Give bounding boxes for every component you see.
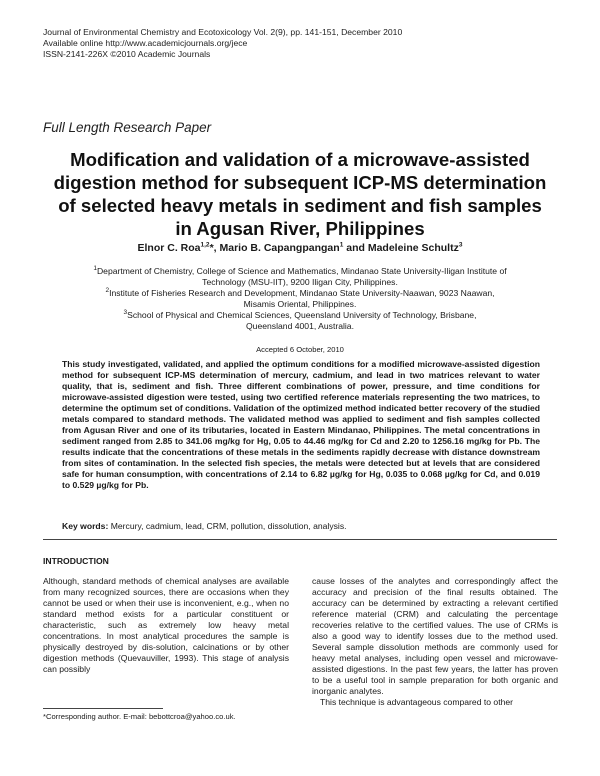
affiliation	[60, 266, 540, 288]
author-name: Madeleine Schultz	[367, 242, 459, 254]
keywords-text: Mercury, cadmium, lead, CRM, pollution, dissolution, analysis.	[110, 521, 347, 531]
abstract: This study investigated, validated, and applied the optimum conditions for a modified microwave-assisted digestion method for subsequent ICP-MS determination of mercury, cadmium, and lead in two matrices relevant to water quality, that is, sediment and fish. Three different combinations of power, pressure, and time conditions for microwave-assisted digestion were tested, using two certified reference materials representing the two matrices, to determine the optimum set of conditions. Validation of the optimized method indicated better recovery of the studied metals compared to standard methods. The validated method was applied to sediment and fish samples collected from Agusan River and one of its tributaries, located in Eastern Mindanao, Philippines. The metal concentrations in sediment ranged from 2.85 to 341.06 mg/kg for Hg, 0.05 to 44.46 mg/kg for Cd and 2.20 to 1256.16 mg/kg for Pb. The results indicate that the concentrations of these metals in the sediments rapidly decrease with distance downstream from sites of contamination. In the selected fish species, the metals were detected but at levels that are considered safe for human consumption, with concentrations of 2.14 to 6.82 µg/kg for Hg, 0.035 to 0.068 µg/kg for Cd, and 0.019 to 0.529 µg/kg for Pb.	[62, 359, 540, 490]
title-line: Modification and validation of a microwave-assisted	[70, 149, 530, 170]
corresponding-author-footnote: *Corresponding author. E-mail: bebottcroa@yahoo.co.uk.	[43, 712, 236, 721]
body-paragraph: cause losses of the analytes and correspondingly affect the accuracy and precision of the final results obtained. The accuracy can be determined by extracting a relevant certified reference material (CRM) and calculating the percentage recoveries relative to the certified values. The use of CRMs is also a good way to identify losses due to the method used. Several sample dissolution methods are commonly used for heavy metal analyses, including open vessel and microwave-assisted digestions. In the past few years, the latter has proven to be a useful tool in sample preparation for both organic and inorganic analytes.	[312, 576, 558, 696]
author-and: and	[346, 242, 365, 254]
journal-header	[43, 27, 402, 60]
affil-line: School of Physical and Chemical Sciences, Queensland University of Technology, Brisbane,	[127, 310, 477, 320]
title-line: of selected heavy metals in sediment and fish samples	[58, 195, 542, 216]
paper-type: Full Length Research Paper	[43, 120, 212, 135]
paper-title	[30, 148, 570, 240]
author-affil-sup: 3	[458, 241, 463, 249]
author-affil-sup: 1	[339, 241, 344, 249]
affil-sup: 2	[105, 287, 110, 295]
affiliation	[60, 310, 540, 332]
body-column-right	[312, 576, 558, 708]
body-column-left	[43, 576, 289, 675]
author-affil-sup: 1,2	[200, 241, 210, 249]
section-divider	[43, 539, 557, 540]
title-line: digestion method for subsequent ICP-MS determination	[53, 172, 547, 193]
introduction-heading: INTRODUCTION	[43, 556, 109, 566]
affiliations	[60, 266, 540, 332]
keywords-label: Key words:	[62, 521, 109, 531]
affil-line: Department of Chemistry, College of Science and Mathematics, Mindanao State University-Iligan Institute of	[96, 266, 507, 276]
body-paragraph: Although, standard methods of chemical analyses are available from many recognized sources, there are occasions when they cannot be used or when their use is inconvenient, e.g., when no standard method exists for a particular constituent or characteristic, such as extremely low heavy metal concentrations. In most analytical procedures the sample is physically destroyed by dis-solution, calcinations or by other digestion methods (Quevauviller, 1993). This stage of analysis can possibly	[43, 576, 289, 674]
affil-line: Misamis Oriental, Philippines.	[243, 299, 357, 309]
affil-sup: 3	[123, 309, 128, 317]
journal-url: Available online http://www.academicjournals.org/jece	[43, 38, 248, 48]
author-list	[30, 242, 570, 254]
affiliation	[60, 288, 540, 310]
journal-citation: Journal of Environmental Chemistry and Ecotoxicology Vol. 2(9), pp. 141-151, December 2010	[43, 27, 403, 37]
affil-line: Technology (MSU-IIT), 9200 Iligan City, Philippines.	[202, 277, 398, 287]
author-name: Mario B. Capangpangan	[219, 242, 340, 254]
corresponding-mark: *,	[209, 242, 217, 254]
title-line: in Agusan River, Philippines	[175, 218, 425, 239]
affil-line: Institute of Fisheries Research and Development, Mindanao State University-Naawan, 9023 Naawan,	[109, 288, 495, 298]
author-name: Elnor C. Roa	[137, 242, 201, 254]
accepted-date: Accepted 6 October, 2010	[256, 345, 344, 354]
affil-sup: 1	[93, 265, 97, 273]
body-paragraph: This technique is advantageous compared to other	[320, 697, 514, 707]
keywords	[62, 521, 347, 531]
footnote-divider	[43, 708, 163, 709]
affil-line: Queensland 4001, Australia.	[246, 321, 354, 331]
journal-issn: ISSN-2141-226X ©2010 Academic Journals	[43, 49, 211, 59]
